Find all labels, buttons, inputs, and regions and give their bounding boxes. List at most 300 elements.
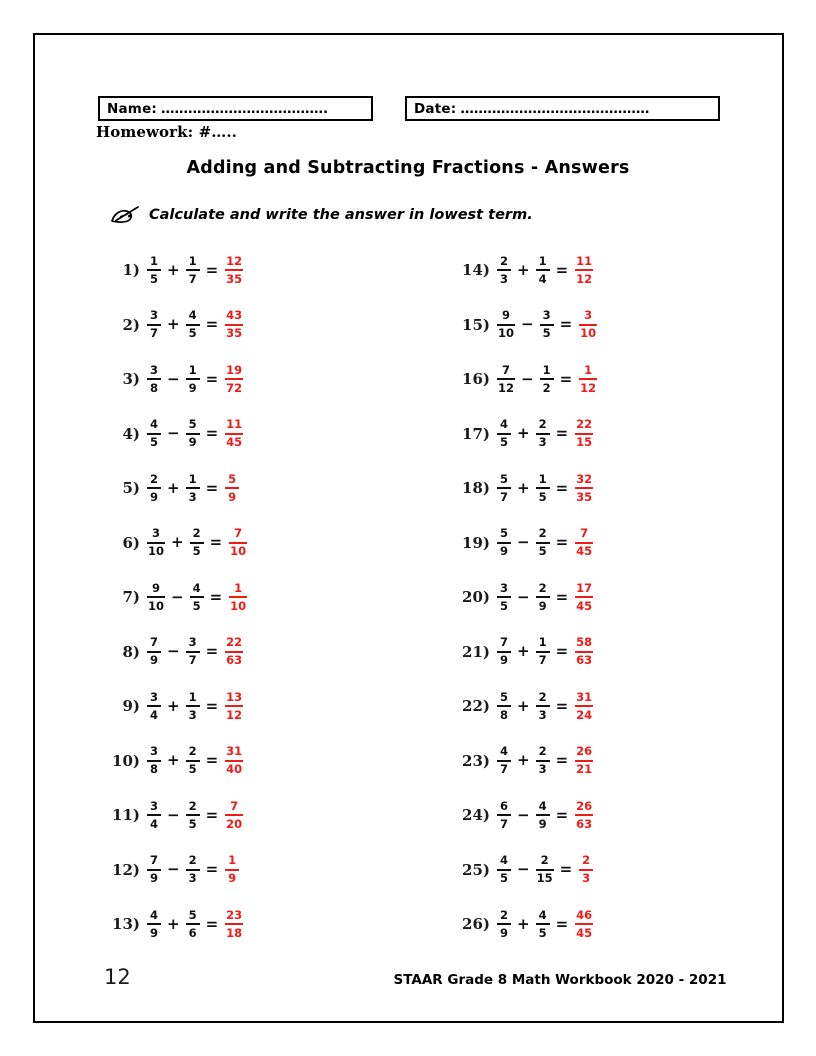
- operand-b-fraction-numerator: 4: [538, 798, 547, 813]
- problem-expression: [497, 745, 593, 776]
- operand-a-fraction: [147, 364, 161, 395]
- problem-expression: [147, 255, 243, 286]
- answer-fraction-denominator: 35: [226, 271, 243, 286]
- problem-expression: [497, 473, 593, 504]
- homework-number-field[interactable]: Homework: #…..: [96, 123, 237, 141]
- problem-number: 19): [462, 533, 490, 552]
- operand-b-fraction-denominator: 3: [188, 871, 197, 886]
- operand-a-fraction-numerator: 3: [149, 744, 158, 759]
- equals-symbol: =: [555, 533, 569, 552]
- operand-b-fraction-numerator: 2: [538, 580, 547, 595]
- operand-a-fraction-numerator: 2: [499, 253, 508, 268]
- operand-b-fraction-numerator: 1: [538, 635, 547, 650]
- answer-fraction-denominator: 45: [226, 435, 243, 450]
- operand-a-fraction: [147, 255, 161, 286]
- problem-expression: [497, 800, 593, 831]
- answer-fraction: [579, 364, 597, 395]
- operand-a-fraction-numerator: 1: [149, 253, 158, 268]
- answer-fraction: [575, 527, 593, 558]
- problem-number: 22): [462, 697, 490, 716]
- answer-fraction-numerator: 43: [226, 308, 243, 323]
- operand-b-fraction-numerator: 4: [538, 907, 547, 922]
- operand-a-fraction-numerator: 3: [152, 526, 161, 541]
- operand-b-fraction-denominator: 3: [538, 707, 547, 722]
- problem-expression: [147, 854, 239, 885]
- operand-b-fraction-numerator: 1: [188, 253, 197, 268]
- operand-a-fraction-numerator: 9: [502, 308, 511, 323]
- answer-fraction-denominator: 20: [226, 816, 243, 831]
- answer-fraction-numerator: 7: [234, 526, 243, 541]
- problem-number: 17): [462, 424, 490, 443]
- problem-number: 13): [112, 915, 140, 934]
- operator-symbol: +: [517, 751, 530, 770]
- operand-b-fraction-numerator: 5: [188, 417, 197, 432]
- operand-b-fraction-denominator: 3: [538, 435, 547, 450]
- operand-a-fraction-numerator: 4: [499, 853, 508, 868]
- problem-number: 16): [462, 370, 490, 389]
- problem-number: 24): [462, 806, 490, 825]
- operand-b-fraction: [186, 309, 200, 340]
- answer-fraction: [575, 800, 593, 831]
- operand-b-fraction: [536, 636, 550, 667]
- operand-a-fraction-numerator: 7: [149, 635, 158, 650]
- operand-a-fraction: [147, 691, 161, 722]
- operator-symbol: +: [167, 696, 180, 715]
- operand-b-fraction: [186, 909, 200, 940]
- operand-b-fraction-denominator: 9: [188, 380, 197, 395]
- answer-fraction: [225, 854, 239, 885]
- answer-fraction-denominator: 45: [576, 925, 593, 940]
- problem-expression: [147, 418, 243, 449]
- operand-a-fraction-numerator: 4: [499, 744, 508, 759]
- equals-symbol: =: [205, 642, 219, 661]
- answer-fraction-numerator: 31: [576, 689, 593, 704]
- operand-a-fraction-denominator: 9: [499, 544, 508, 559]
- answer-fraction-denominator: 63: [576, 816, 593, 831]
- answer-fraction-numerator: 11: [226, 417, 243, 432]
- problem-number: 12): [112, 860, 140, 879]
- operand-a-fraction: [497, 909, 511, 940]
- answer-fraction-numerator: 26: [576, 798, 593, 813]
- answer-fraction-denominator: 3: [582, 871, 591, 886]
- problem-row: [460, 461, 760, 516]
- operator-symbol: +: [167, 315, 180, 334]
- operand-a-fraction: [147, 527, 165, 558]
- problem-row: [460, 625, 760, 680]
- problem-number: 5): [122, 479, 140, 498]
- problem-row: [110, 788, 410, 843]
- problem-expression: [147, 582, 247, 613]
- problem-expression: [497, 418, 593, 449]
- answer-fraction-denominator: 63: [576, 653, 593, 668]
- operand-a-fraction: [497, 527, 511, 558]
- answer-fraction-denominator: 10: [230, 544, 247, 559]
- operand-b-fraction: [536, 418, 550, 449]
- problem-expression: [497, 527, 593, 558]
- equals-symbol: =: [209, 533, 223, 552]
- answer-fraction: [225, 909, 243, 940]
- operand-a-fraction-numerator: 3: [149, 689, 158, 704]
- operator-symbol: −: [167, 424, 180, 443]
- operand-a-fraction-numerator: 5: [499, 526, 508, 541]
- operand-a-fraction-numerator: 3: [149, 798, 158, 813]
- operand-b-fraction: [540, 364, 554, 395]
- operand-b-fraction-denominator: 2: [542, 380, 551, 395]
- problem-row: [460, 352, 760, 407]
- equals-symbol: =: [555, 914, 569, 933]
- equals-symbol: =: [555, 751, 569, 770]
- operand-b-fraction-denominator: 5: [538, 489, 547, 504]
- answer-fraction-denominator: 45: [576, 544, 593, 559]
- instruction-row: [110, 204, 533, 226]
- operand-a-fraction-denominator: 9: [149, 925, 158, 940]
- operand-a-fraction: [497, 473, 511, 504]
- answer-fraction: [229, 582, 247, 613]
- operand-b-fraction-denominator: 5: [188, 326, 197, 341]
- answer-fraction-denominator: 12: [576, 271, 593, 286]
- operand-b-fraction-denominator: 5: [188, 816, 197, 831]
- answer-fraction-numerator: 12: [226, 253, 243, 268]
- problem-row: [110, 734, 410, 789]
- operand-b-fraction-denominator: 5: [188, 762, 197, 777]
- answer-fraction-numerator: 11: [576, 253, 593, 268]
- operand-b-fraction-denominator: 9: [538, 816, 547, 831]
- date-field[interactable]: [405, 96, 720, 121]
- instruction-text: Calculate and write the answer in lowest term.: [149, 207, 533, 223]
- operator-symbol: +: [167, 478, 180, 497]
- operand-b-fraction: [536, 473, 550, 504]
- operator-symbol: −: [167, 805, 180, 824]
- operand-a-fraction-numerator: 4: [149, 907, 158, 922]
- operand-b-fraction-numerator: 3: [542, 308, 551, 323]
- operand-b-fraction: [190, 582, 204, 613]
- name-label: Name:: [107, 100, 158, 117]
- operand-a-fraction-denominator: 7: [499, 816, 508, 831]
- operand-a-fraction: [497, 418, 511, 449]
- problem-row: [110, 516, 410, 571]
- answer-fraction: [225, 418, 243, 449]
- answer-fraction: [225, 691, 243, 722]
- operand-b-fraction-numerator: 5: [188, 907, 197, 922]
- answer-fraction-numerator: 26: [576, 744, 593, 759]
- operand-b-fraction: [536, 691, 550, 722]
- answer-fraction-denominator: 10: [230, 598, 247, 613]
- operand-a-fraction-denominator: 8: [149, 380, 158, 395]
- answer-fraction-numerator: 7: [580, 526, 589, 541]
- pen-icon: [110, 204, 140, 226]
- answer-fraction: [575, 745, 593, 776]
- answer-fraction-numerator: 13: [226, 689, 243, 704]
- answer-fraction-denominator: 35: [226, 326, 243, 341]
- operand-a-fraction-numerator: 3: [499, 580, 508, 595]
- problem-row: [460, 570, 760, 625]
- problem-expression: [147, 527, 247, 558]
- operand-b-fraction-denominator: 5: [192, 544, 201, 559]
- problem-expression: [147, 691, 243, 722]
- operand-b-fraction-numerator: 1: [542, 362, 551, 377]
- answer-fraction: [229, 527, 247, 558]
- problem-number: 2): [122, 315, 140, 334]
- operand-a-fraction-denominator: 9: [149, 653, 158, 668]
- problem-row: [460, 734, 760, 789]
- operand-b-fraction-numerator: 4: [192, 580, 201, 595]
- answer-fraction: [225, 800, 243, 831]
- answer-fraction-numerator: 22: [576, 417, 593, 432]
- problem-number: 4): [122, 424, 140, 443]
- problem-expression: [147, 800, 243, 831]
- answer-fraction-denominator: 15: [576, 435, 593, 450]
- answer-fraction-denominator: 35: [576, 489, 593, 504]
- problem-number: 14): [462, 261, 490, 280]
- operand-b-fraction: [536, 800, 550, 831]
- problem-column-right: [460, 243, 760, 952]
- operand-a-fraction-denominator: 4: [149, 707, 158, 722]
- operator-symbol: −: [167, 860, 180, 879]
- operand-a-fraction-denominator: 9: [499, 653, 508, 668]
- operand-a-fraction-denominator: 5: [499, 435, 508, 450]
- operand-a-fraction-denominator: 5: [149, 435, 158, 450]
- operand-a-fraction-denominator: 9: [499, 925, 508, 940]
- equals-symbol: =: [205, 696, 219, 715]
- operand-a-fraction: [497, 582, 511, 613]
- operand-b-fraction: [186, 800, 200, 831]
- operator-symbol: −: [167, 369, 180, 388]
- operator-symbol: −: [171, 587, 184, 606]
- operand-a-fraction: [147, 909, 161, 940]
- operand-a-fraction-numerator: 4: [499, 417, 508, 432]
- answer-fraction-denominator: 18: [226, 925, 243, 940]
- operand-b-fraction-numerator: 1: [188, 471, 197, 486]
- equals-symbol: =: [205, 914, 219, 933]
- equals-symbol: =: [205, 478, 219, 497]
- answer-fraction-numerator: 7: [230, 798, 239, 813]
- operand-b-fraction: [186, 854, 200, 885]
- operand-a-fraction: [147, 473, 161, 504]
- operand-b-fraction-denominator: 6: [188, 925, 197, 940]
- problem-row: [110, 625, 410, 680]
- answer-fraction-numerator: 17: [576, 580, 593, 595]
- problem-row: [110, 461, 410, 516]
- problem-column-left: [110, 243, 410, 952]
- answer-fraction-denominator: 24: [576, 707, 593, 722]
- operand-a-fraction-numerator: 7: [502, 362, 511, 377]
- problem-number: 26): [462, 915, 490, 934]
- operand-a-fraction-numerator: 9: [152, 580, 161, 595]
- operand-a-fraction-denominator: 10: [148, 544, 165, 559]
- operand-b-fraction-numerator: 2: [540, 853, 549, 868]
- answer-fraction: [575, 255, 593, 286]
- answer-fraction-denominator: 72: [226, 380, 243, 395]
- operator-symbol: −: [167, 642, 180, 661]
- operand-b-fraction-numerator: 2: [188, 798, 197, 813]
- operand-a-fraction-numerator: 6: [499, 798, 508, 813]
- operand-a-fraction-numerator: 3: [149, 362, 158, 377]
- answer-fraction: [225, 473, 239, 504]
- answer-fraction-numerator: 58: [576, 635, 593, 650]
- problem-row: [460, 788, 760, 843]
- operand-a-fraction-denominator: 12: [498, 380, 515, 395]
- operator-symbol: +: [167, 751, 180, 770]
- equals-symbol: =: [555, 805, 569, 824]
- operand-b-fraction: [186, 364, 200, 395]
- equals-symbol: =: [559, 315, 573, 334]
- problem-row: [110, 352, 410, 407]
- problem-expression: [147, 364, 243, 395]
- problem-expression: [147, 745, 243, 776]
- date-label: Date:: [414, 100, 457, 117]
- operand-b-fraction: [190, 527, 204, 558]
- operand-b-fraction: [186, 255, 200, 286]
- operator-symbol: −: [517, 805, 530, 824]
- operand-b-fraction-denominator: 5: [538, 925, 547, 940]
- operand-a-fraction: [147, 854, 161, 885]
- problem-number: 9): [122, 697, 140, 716]
- operand-a-fraction-numerator: 2: [149, 471, 158, 486]
- problem-row: [110, 407, 410, 462]
- operand-a-fraction: [497, 691, 511, 722]
- operand-b-fraction-numerator: 1: [188, 689, 197, 704]
- operator-symbol: −: [517, 587, 530, 606]
- problem-number: 15): [462, 315, 490, 334]
- operand-a-fraction-numerator: 5: [499, 471, 508, 486]
- answer-fraction: [225, 309, 243, 340]
- operand-a-fraction-denominator: 3: [499, 271, 508, 286]
- problem-row: [460, 243, 760, 298]
- problem-number: 23): [462, 751, 490, 770]
- answer-fraction-denominator: 9: [228, 871, 237, 886]
- operand-b-fraction-denominator: 7: [188, 271, 197, 286]
- problem-row: [460, 897, 760, 952]
- answer-fraction-numerator: 2: [582, 853, 591, 868]
- answer-fraction-denominator: 21: [576, 762, 593, 777]
- operand-b-fraction-denominator: 4: [538, 271, 547, 286]
- operator-symbol: +: [167, 260, 180, 279]
- operand-a-fraction-numerator: 7: [499, 635, 508, 650]
- operand-b-fraction-denominator: 15: [536, 871, 553, 886]
- operand-a-fraction-denominator: 5: [149, 271, 158, 286]
- answer-fraction: [225, 255, 243, 286]
- answer-fraction-denominator: 12: [226, 707, 243, 722]
- answer-fraction-denominator: 9: [228, 489, 237, 504]
- name-field[interactable]: [98, 96, 373, 121]
- problem-row: [110, 897, 410, 952]
- equals-symbol: =: [555, 642, 569, 661]
- equals-symbol: =: [559, 860, 573, 879]
- equals-symbol: =: [555, 587, 569, 606]
- problem-number: 7): [122, 588, 140, 607]
- operand-b-fraction-denominator: 3: [188, 707, 197, 722]
- operand-a-fraction-numerator: 4: [149, 417, 158, 432]
- page-number: 12: [104, 965, 131, 989]
- equals-symbol: =: [205, 315, 219, 334]
- answer-fraction-numerator: 3: [584, 308, 593, 323]
- problem-number: 11): [112, 806, 140, 825]
- problem-expression: [497, 582, 593, 613]
- problem-number: 18): [462, 479, 490, 498]
- answer-fraction: [575, 473, 593, 504]
- answer-fraction-numerator: 1: [584, 362, 593, 377]
- answer-fraction-numerator: 1: [234, 580, 243, 595]
- problem-row: [110, 843, 410, 898]
- operator-symbol: +: [517, 914, 530, 933]
- problem-row: [110, 298, 410, 353]
- equals-symbol: =: [555, 696, 569, 715]
- operand-a-fraction-denominator: 8: [149, 762, 158, 777]
- operand-a-fraction-denominator: 7: [149, 326, 158, 341]
- equals-symbol: =: [555, 260, 569, 279]
- answer-fraction: [225, 364, 243, 395]
- operand-a-fraction-denominator: 8: [499, 707, 508, 722]
- problem-expression: [147, 309, 243, 340]
- answer-fraction-numerator: 22: [226, 635, 243, 650]
- problem-number: 25): [462, 860, 490, 879]
- problem-expression: [497, 854, 593, 885]
- operand-b-fraction-denominator: 5: [542, 326, 551, 341]
- answer-fraction: [579, 309, 597, 340]
- answer-fraction-numerator: 46: [576, 907, 593, 922]
- answer-fraction-numerator: 19: [226, 362, 243, 377]
- problem-row: [460, 516, 760, 571]
- problem-row: [460, 298, 760, 353]
- problem-number: 20): [462, 588, 490, 607]
- operand-b-fraction-numerator: 2: [538, 526, 547, 541]
- answer-fraction-denominator: 40: [226, 762, 243, 777]
- operand-b-fraction: [186, 636, 200, 667]
- answer-fraction: [225, 636, 243, 667]
- operand-a-fraction-denominator: 10: [498, 326, 515, 341]
- operand-a-fraction-denominator: 5: [499, 871, 508, 886]
- operand-b-fraction-numerator: 3: [188, 635, 197, 650]
- operand-a-fraction: [497, 309, 515, 340]
- footer-title: STAAR Grade 8 Math Workbook 2020 - 2021: [393, 972, 727, 988]
- operator-symbol: −: [521, 315, 534, 334]
- answer-fraction-numerator: 32: [576, 471, 593, 486]
- operator-symbol: −: [517, 860, 530, 879]
- operand-b-fraction-numerator: 1: [538, 253, 547, 268]
- answer-fraction: [225, 745, 243, 776]
- operand-b-fraction-numerator: 1: [188, 362, 197, 377]
- operand-b-fraction-denominator: 9: [538, 598, 547, 613]
- operand-a-fraction-denominator: 7: [499, 762, 508, 777]
- problem-number: 6): [122, 533, 140, 552]
- operator-symbol: +: [517, 260, 530, 279]
- problem-number: 10): [112, 751, 140, 770]
- problem-number: 21): [462, 642, 490, 661]
- operand-b-fraction: [536, 582, 550, 613]
- problem-row: [110, 243, 410, 298]
- operand-b-fraction-denominator: 7: [538, 653, 547, 668]
- operator-symbol: +: [167, 914, 180, 933]
- answer-fraction: [579, 854, 593, 885]
- answer-fraction: [575, 636, 593, 667]
- operand-b-fraction: [186, 745, 200, 776]
- answer-fraction-denominator: 10: [580, 326, 597, 341]
- page-title: Adding and Subtracting Fractions - Answers: [186, 158, 630, 178]
- answer-fraction-numerator: 31: [226, 744, 243, 759]
- operator-symbol: +: [517, 642, 530, 661]
- operand-b-fraction-denominator: 3: [188, 489, 197, 504]
- operand-a-fraction-denominator: 10: [148, 598, 165, 613]
- operator-symbol: +: [517, 424, 530, 443]
- operand-a-fraction-denominator: 9: [149, 871, 158, 886]
- equals-symbol: =: [555, 478, 569, 497]
- equals-symbol: =: [205, 805, 219, 824]
- operand-b-fraction-denominator: 5: [538, 544, 547, 559]
- equals-symbol: =: [555, 424, 569, 443]
- operand-b-fraction-numerator: 2: [538, 744, 547, 759]
- operand-a-fraction: [497, 255, 511, 286]
- operand-b-fraction-numerator: 2: [538, 417, 547, 432]
